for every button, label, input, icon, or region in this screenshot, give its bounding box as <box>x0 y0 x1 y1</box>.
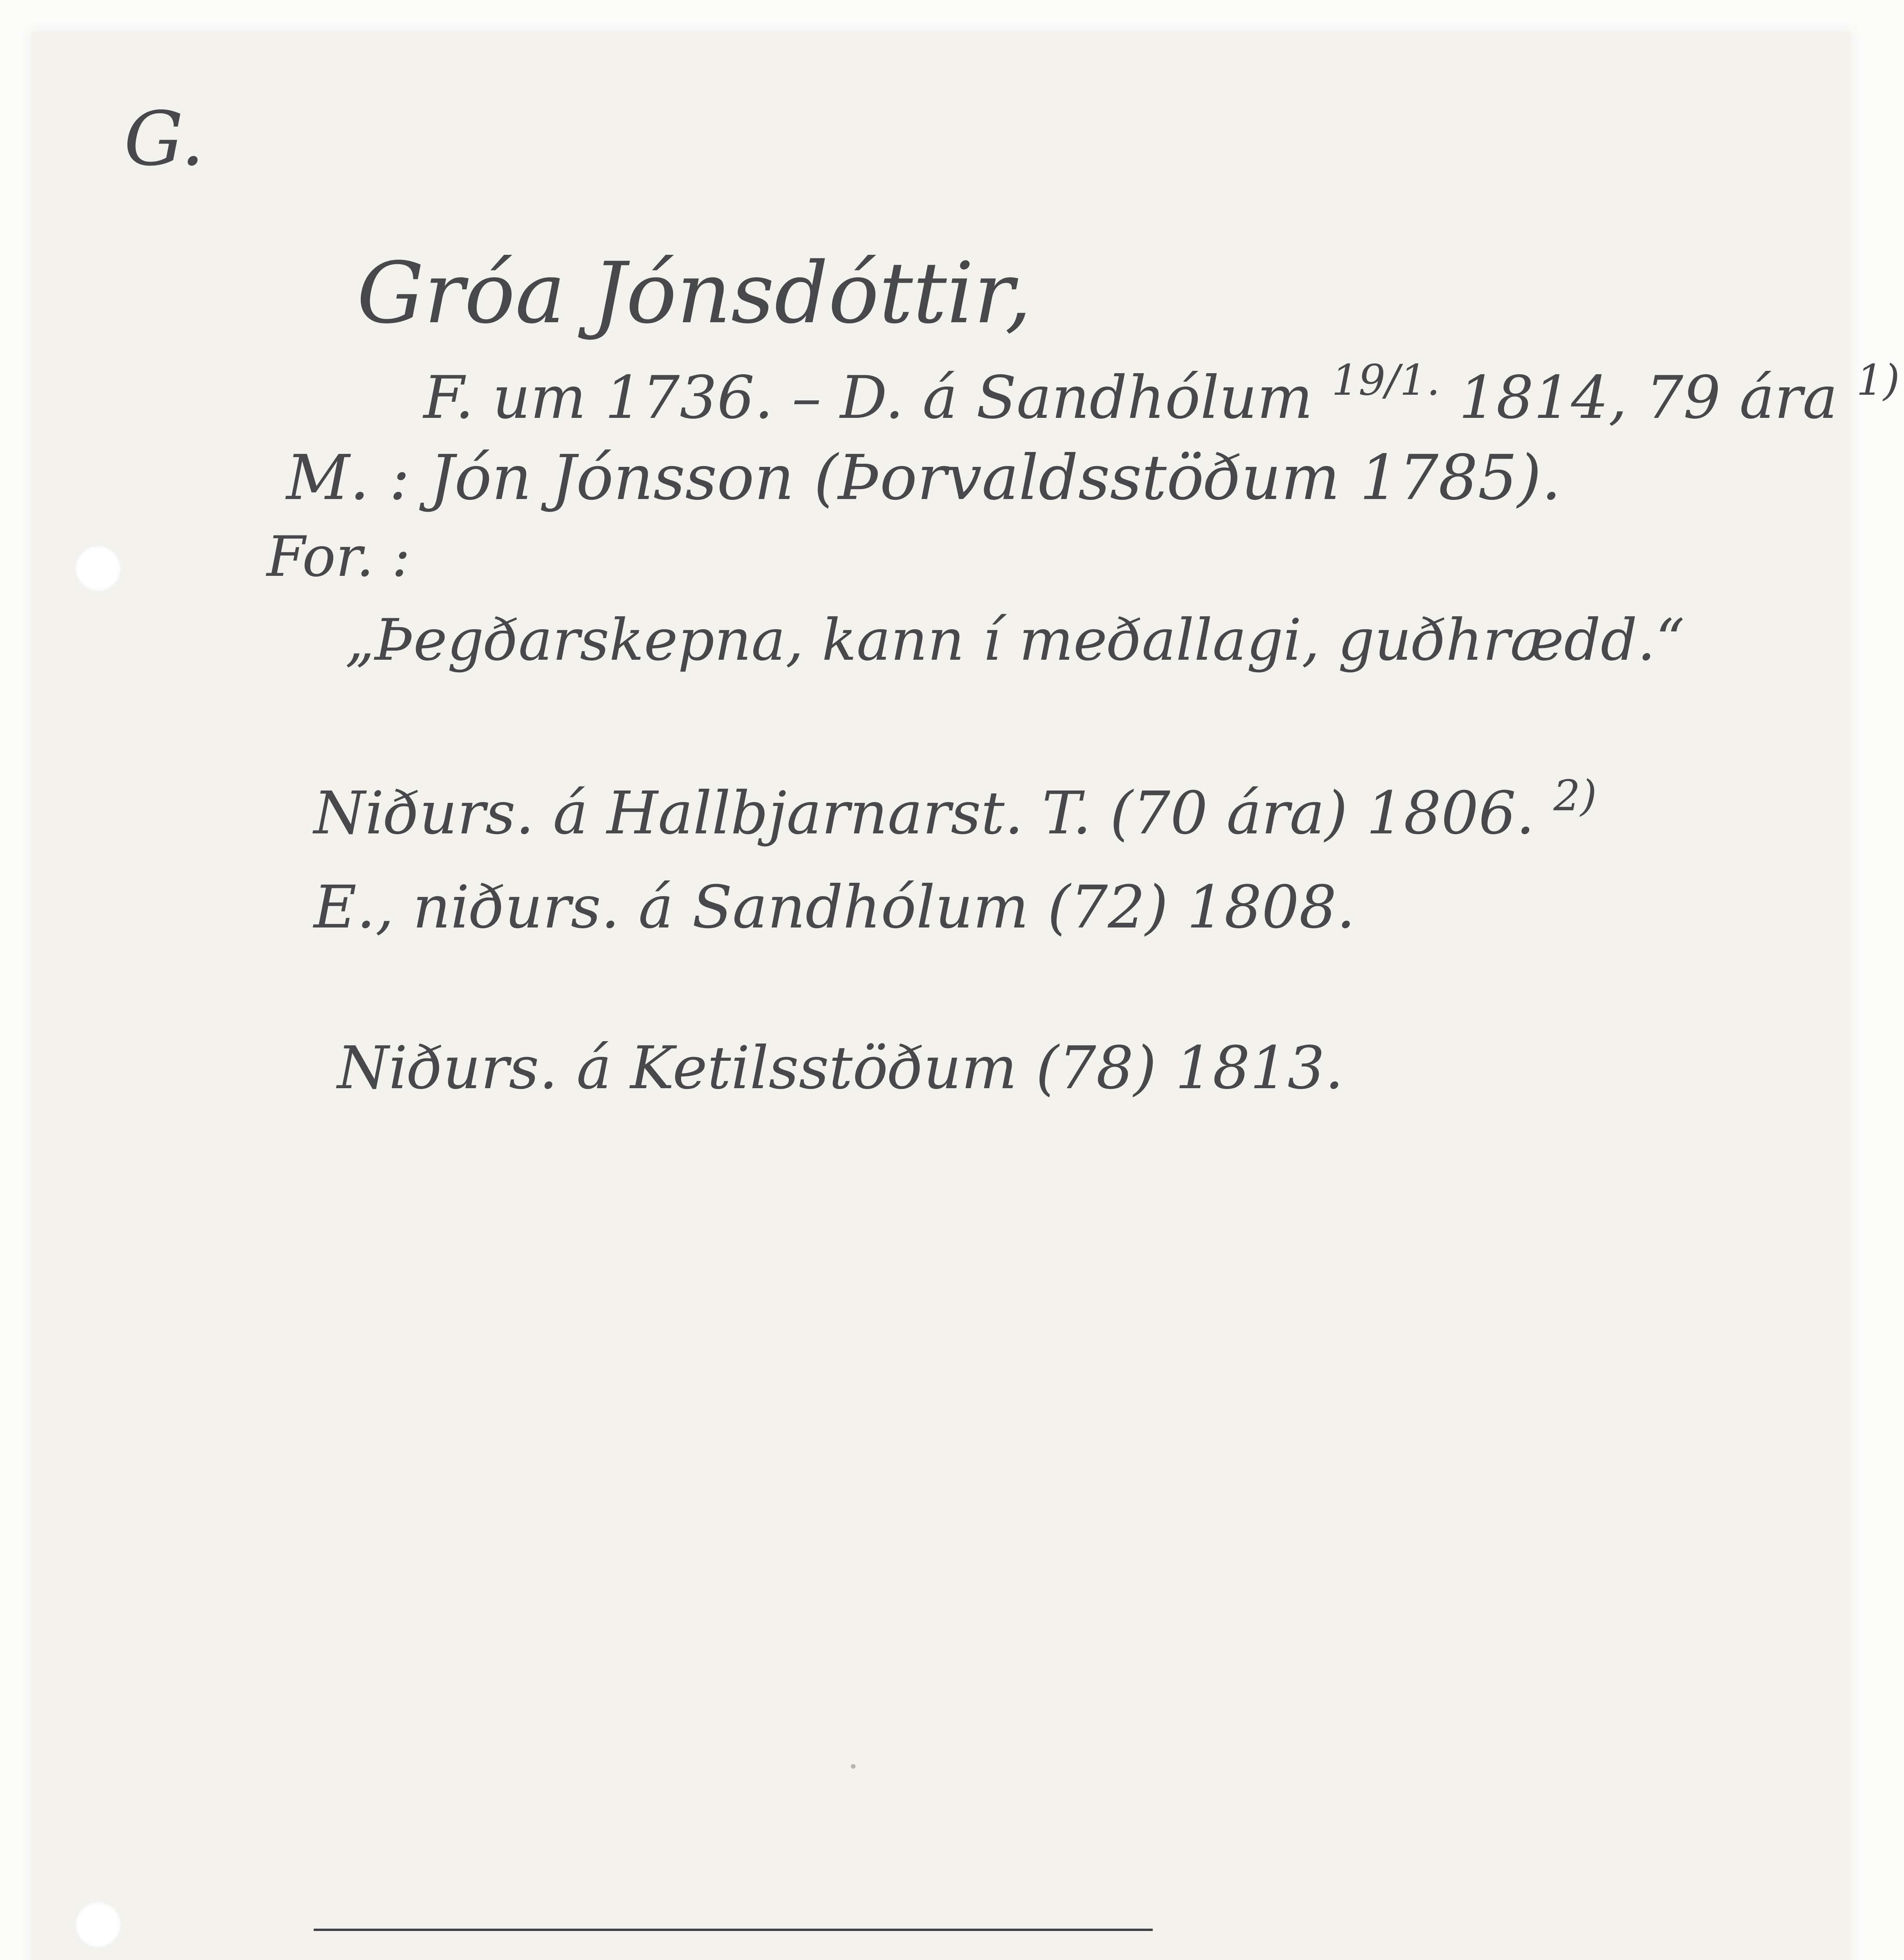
entry-2: E., niðurs. á Sandhólum (72) 1808. <box>314 873 1355 942</box>
punch-hole-top <box>74 545 122 592</box>
document-page <box>31 31 1900 1960</box>
birth-death-tail: 1814, 79 ára <box>1459 364 1838 432</box>
person-name: Gróa Jónsdóttir, <box>357 244 1032 342</box>
footnote-marker-1: 1) <box>1856 356 1900 405</box>
index-letter: G. <box>124 96 205 182</box>
mother-line: M. : Jón Jónsson (Þorvaldsstöðum 1785). <box>286 442 1561 514</box>
birth-death-main: F. um 1736. – D. á Sandhólum <box>423 364 1313 432</box>
entry-1 <box>314 771 1597 848</box>
paper-speck <box>851 1764 856 1769</box>
for-label: For. : <box>267 524 411 589</box>
death-date-superscript: 19/1. <box>1332 356 1440 405</box>
footnote-marker-2: 2) <box>1553 771 1597 820</box>
entry-3: Niðurs. á Ketilsstöðum (78) 1813. <box>337 1034 1344 1102</box>
character-quote: „Þegðarskepna, kann í meðallagi, guðhrædd.“ <box>345 607 1685 673</box>
footnote-divider-1 <box>314 1929 1153 1931</box>
punch-hole-bottom <box>74 1901 122 1948</box>
birth-death-line <box>423 356 1900 432</box>
entry-1-text: Niðurs. á Hallbjarnarst. T. (70 ára) 1806. <box>314 779 1535 848</box>
